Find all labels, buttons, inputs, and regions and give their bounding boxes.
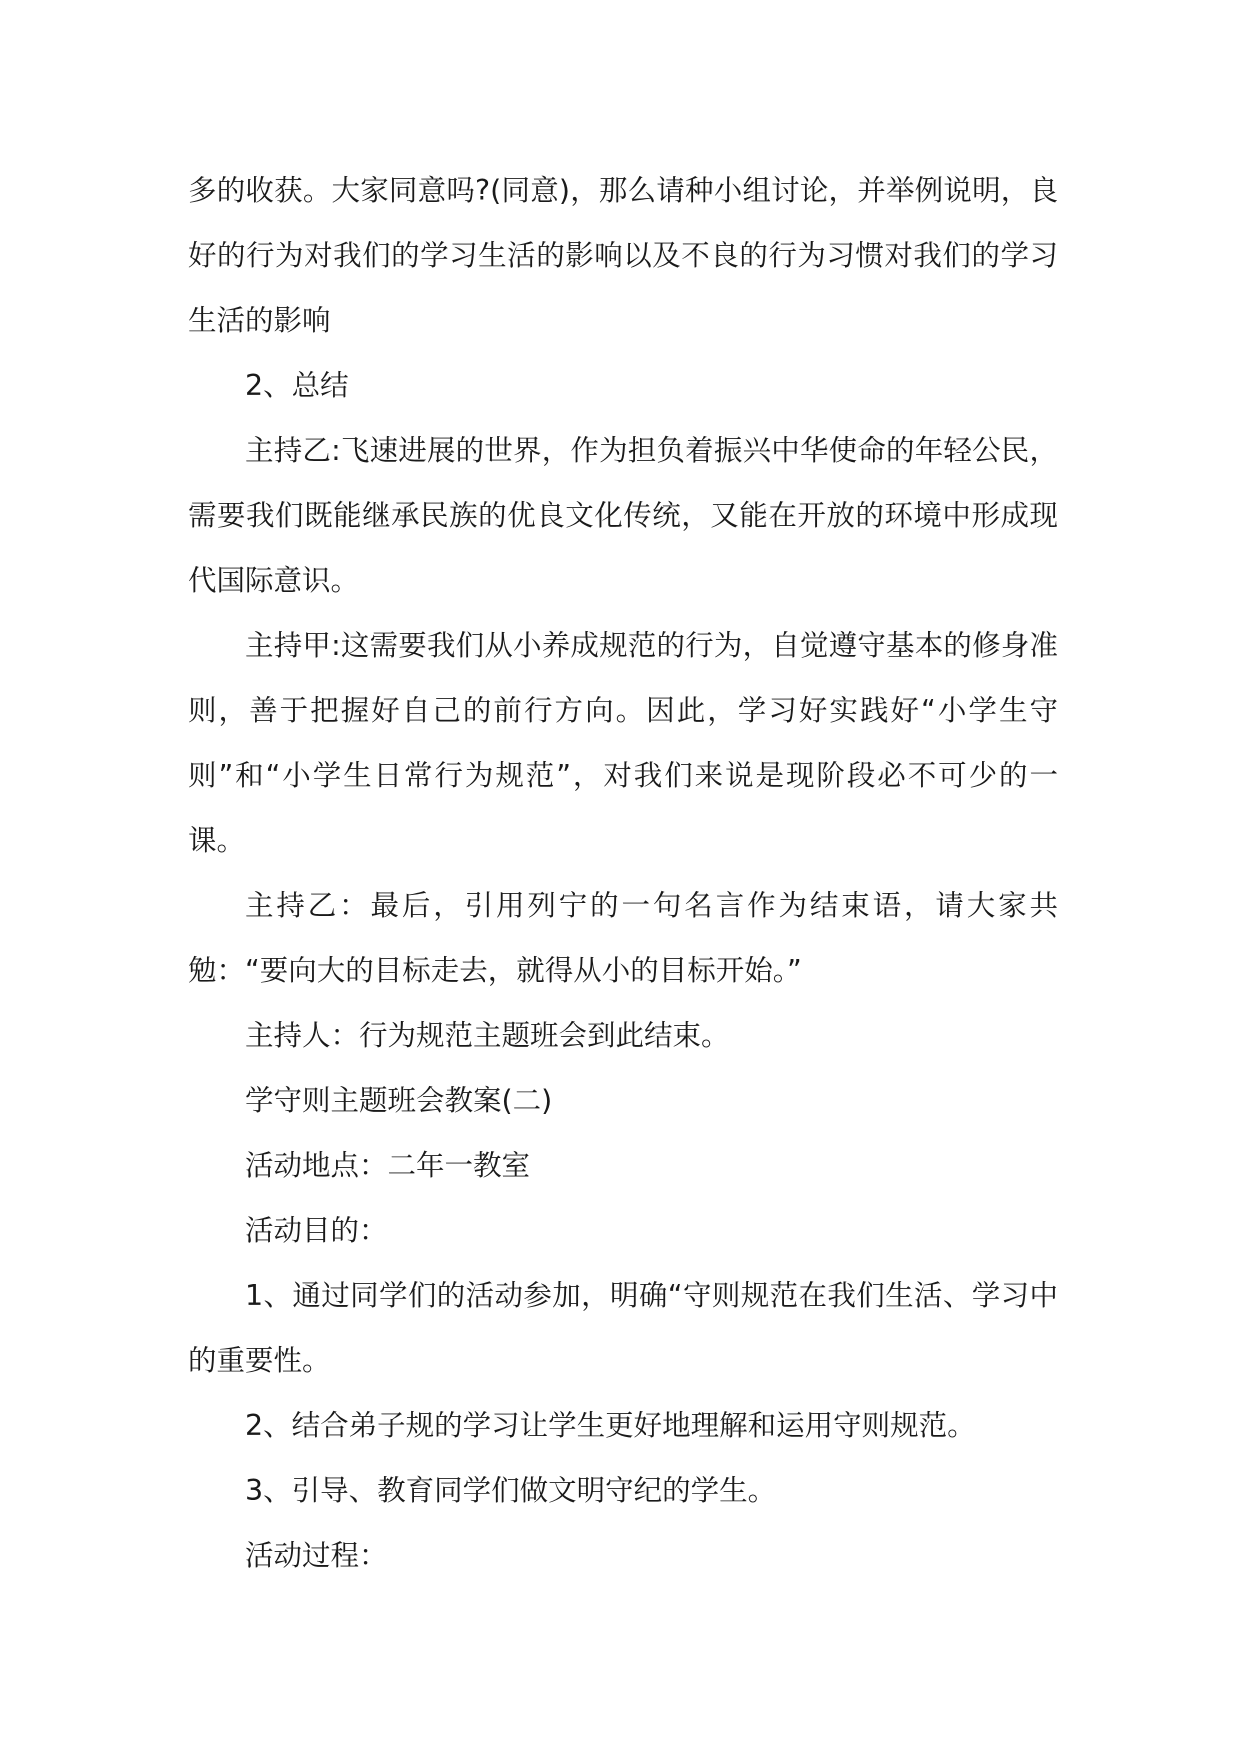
paragraph-location: 活动地点：二年一教室 [245, 1149, 531, 1182]
paragraph-host-b-2: 主持乙：最后，引用列宁的一句名言作为结束语，请大家共勉：“要向大的目标走去，就得从小的目标开始。” [188, 889, 1058, 987]
document-body [188, 158, 1058, 1588]
paragraph-goals-heading: 活动目的： [245, 1214, 388, 1247]
paragraph-goal-3: 3、引导、教育同学们做文明守纪的学生。 [245, 1474, 777, 1507]
paragraph-goal-2: 2、结合弟子规的学习让学生更好地理解和运用守则规范。 [245, 1409, 976, 1442]
paragraph-host-b-1: 主持乙:飞速进展的世界，作为担负着振兴中华使命的年轻公民，需要我们既能继承民族的优良文化传统，又能在开放的环境中形成现代国际意识。 [188, 434, 1058, 597]
paragraph-host-closing: 主持人：行为规范主题班会到此结束。 [245, 1019, 730, 1052]
paragraph-goal-1: 1、通过同学们的活动参加，明确“守则规范在我们生活、学习中的重要性。 [188, 1279, 1058, 1377]
paragraph-summary-heading: 2、总结 [245, 369, 349, 402]
paragraph-continuation: 多的收获。大家同意吗?(同意)，那么请种小组讨论，并举例说明，良好的行为对我们的学习生活的影响以及不良的行为习惯对我们的学习生活的影响 [188, 174, 1058, 337]
section-title: 学守则主题班会教案(二) [245, 1084, 553, 1117]
paragraph-host-a: 主持甲:这需要我们从小养成规范的行为，自觉遵守基本的修身准则，善于把握好自己的前行方向。因此，学习好实践好“小学生守则”和“小学生日常行为规范”，对我们来说是现阶段必不可少的一课。 [188, 629, 1058, 857]
paragraph-process-heading: 活动过程： [245, 1539, 388, 1572]
